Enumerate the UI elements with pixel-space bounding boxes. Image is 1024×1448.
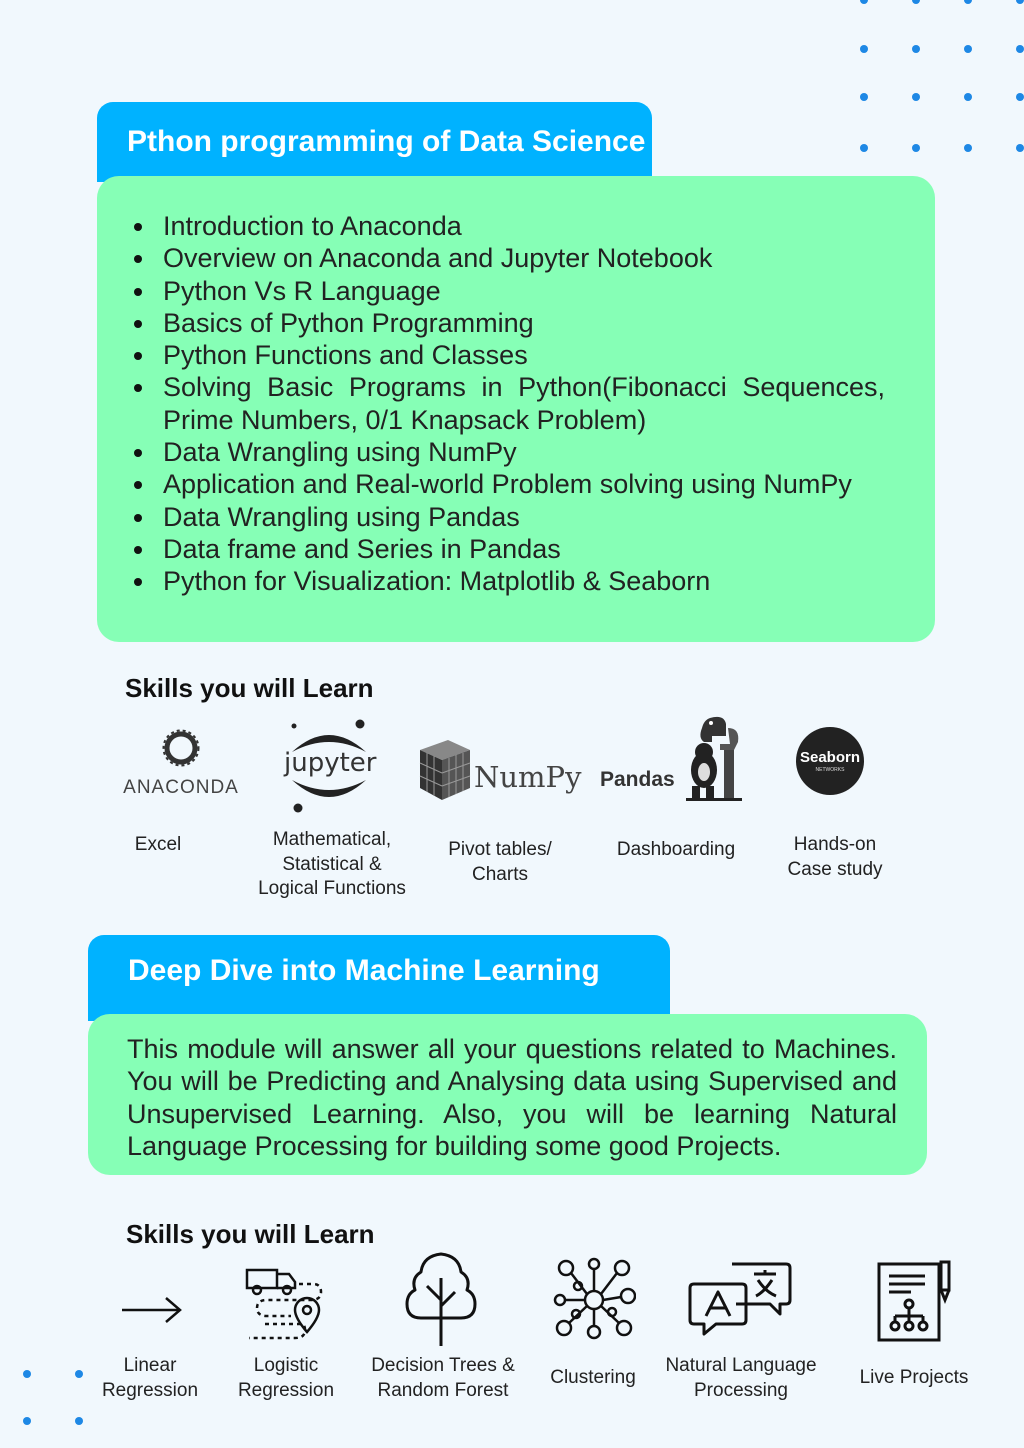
linear-regression-label <box>88 1354 212 1403</box>
logistic-regression-line-2: Regression <box>237 1379 335 1401</box>
list-item: Basics of Python Programming <box>97 307 935 339</box>
panda-python-icon <box>684 714 744 802</box>
clustering-label: Clustering <box>550 1367 636 1388</box>
nlp-line-2: Processing <box>694 1379 788 1401</box>
section1-topics-panel <box>97 176 935 642</box>
seaborn-subtitle: NETWORKS <box>815 767 845 773</box>
list-item: Application and Real-world Problem solving using NumPy <box>97 468 935 500</box>
logistic-regression-line-1: Logistic <box>253 1355 319 1376</box>
list-item: Data Wrangling using Pandas <box>97 501 935 533</box>
section2-title: Deep Dive into Machine Learning <box>128 954 600 987</box>
linear-regression-line-1: Linear <box>123 1355 177 1376</box>
dashboarding-label: Dashboarding <box>616 839 736 860</box>
project-board-icon <box>875 1258 955 1344</box>
list-item: Python Vs R Language <box>97 275 935 307</box>
math-functions-label <box>232 828 432 902</box>
arrow-right-icon <box>118 1292 186 1328</box>
section2-title-tab <box>88 935 670 1021</box>
skills1-heading: Skills you will Learn <box>125 673 374 703</box>
list-item: Data Wrangling using NumPy <box>97 436 935 468</box>
excel-label: Excel <box>134 834 182 855</box>
numpy-cube-icon <box>412 738 474 802</box>
section1-title: Pthon programming of Data Science <box>127 125 646 158</box>
nlp-label <box>650 1354 832 1403</box>
seaborn-wordmark: Seaborn <box>799 749 860 766</box>
skills2-heading: Skills you will Learn <box>126 1219 375 1249</box>
live-projects-label: Live Projects <box>859 1367 969 1388</box>
decision-trees-line-1: Decision Trees & <box>371 1355 515 1376</box>
pivot-tables-line-1: Pivot tables/ <box>448 839 552 860</box>
list-item: Python Functions and Classes <box>97 339 935 371</box>
numpy-logo <box>412 738 582 804</box>
anaconda-wordmark: ANACONDA <box>123 777 239 798</box>
case-study-line-1: Hands-on <box>793 834 877 855</box>
anaconda-logo <box>118 726 244 796</box>
delivery-route-icon <box>243 1264 325 1346</box>
math-functions-line-3: Logical Functions <box>258 878 406 899</box>
jupyter-wordmark: jupyter <box>284 748 377 778</box>
list-item: Overview on Anaconda and Jupyter Notebook <box>97 242 935 274</box>
numpy-wordmark: NumPy <box>474 760 582 794</box>
topics-list <box>97 210 935 598</box>
case-study-label <box>765 833 905 882</box>
list-item: Data frame and Series in Pandas <box>97 533 935 565</box>
jupyter-logo <box>282 716 377 816</box>
list-item: Introduction to Anaconda <box>97 210 935 242</box>
section1-title-tab <box>97 102 652 182</box>
decision-trees-line-2: Random Forest <box>377 1379 509 1401</box>
pivot-tables-line-2: Charts <box>472 863 528 885</box>
tree-icon <box>403 1248 479 1348</box>
linear-regression-line-2: Regression <box>101 1379 199 1401</box>
math-functions-line-1: Mathematical, <box>272 829 392 850</box>
section2-description: This module will answer all your questions related to Machines. You will be Predicting and Analysing data using Supervised and Unsupervised Learning. Also, you will be learning Natural Language Processing for building some good Projects. <box>127 1034 897 1161</box>
anaconda-ring-icon <box>118 726 244 770</box>
pandas-wordmark: Pandas <box>600 768 675 791</box>
logistic-regression-label <box>224 1354 348 1403</box>
translation-icon <box>688 1260 792 1338</box>
pivot-tables-label <box>420 838 580 887</box>
list-item: Solving Basic Programs in Python(Fibonacci Sequences, Prime Numbers, 0/1 Knapsack Problem) <box>97 371 935 436</box>
pandas-logo <box>598 714 744 804</box>
math-functions-line-2: Statistical & <box>282 853 382 875</box>
network-nodes-icon <box>552 1256 636 1340</box>
list-item: Python for Visualization: Matplotlib & Seaborn <box>97 565 935 597</box>
nlp-line-1: Natural Language <box>665 1355 817 1376</box>
case-study-line-2: Case study <box>787 858 883 880</box>
seaborn-logo <box>796 727 864 795</box>
decision-trees-label <box>358 1354 528 1403</box>
